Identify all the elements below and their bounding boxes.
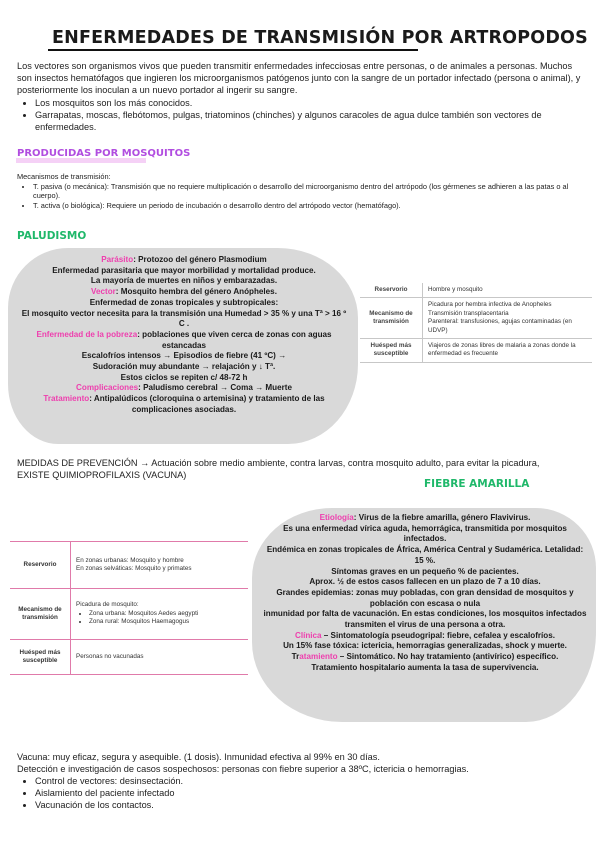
vacuna-line: Vacuna: muy eficaz, segura y asequible. (1 dosis). Inmunidad efectiva al 99% en 30 días. <box>17 752 380 762</box>
table-row <box>360 298 592 339</box>
clinica-text: – Sintomatología pseudogripal: fiebre, cefalea y escalofríos. <box>321 630 555 640</box>
table-line: Transmisión transplacentaria <box>428 309 509 317</box>
list-item: • Vacunación de los contactos. <box>35 799 592 811</box>
table-line: Parenteral: transfusiones, agujas contaminadas (en UDVP) <box>428 318 572 334</box>
etiologia-text: : Virus de la fiebre amarilla, género Flavivirus. <box>353 513 531 522</box>
list-item: • Aislamiento del paciente infectado <box>35 787 592 799</box>
trat-text: – Sintomático. No hay tratamiento (antivírico) específico. <box>337 652 559 662</box>
vacuna-section <box>17 751 592 811</box>
paludismo-line: Enfermedad de zonas tropicales y subtropicales: <box>89 297 279 307</box>
mechanisms-heading: Mecanismos de transmisión: <box>17 172 111 181</box>
fiebre-line: Tratamiento hospitalario aumenta la tasa de supervivencia. <box>311 662 539 672</box>
complicaciones-label: Complicaciones <box>76 383 139 393</box>
paludismo-line: Enfermedad parasitaria que mayor morbilidad y mortalidad produce. <box>52 265 316 275</box>
table-cell <box>423 298 593 339</box>
list-item: • Garrapatas, moscas, flebótomos, pulgas, triatominos (chinches) y algunos caracoles de agua dulce también son vectores de enfermedades. <box>35 109 587 133</box>
table-line: En zonas selváticas: Mosquito y primates <box>76 565 192 572</box>
table-cell: Viajeros de zonas libres de malaria a zonas donde la enfermedad es frecuente <box>423 339 593 363</box>
list-item: • Zona rural: Mosquitos Haemagogus <box>89 618 243 626</box>
vector-text: : Mosquito hembra del género Anópheles. <box>115 287 277 297</box>
title-underline <box>48 49 418 51</box>
prevention-line: EXISTE QUIMIOPROFILAXIS (VACUNA) <box>17 470 187 480</box>
clinica-label: Clínica <box>295 630 322 640</box>
paludismo-line: Estos ciclos se repiten c/ 48-72 h <box>120 372 248 382</box>
trat-prefix: Tr <box>291 652 300 662</box>
fiebre-text <box>262 513 588 674</box>
paludismo-line: Sudoración muy abundante → relajación y ↓ Tª. <box>92 362 276 372</box>
table-cell: Personas no vacunadas <box>71 640 249 675</box>
vector-label: Vector <box>91 287 116 297</box>
list-item: • Zona urbana: Mosquitos Aedes aegypti <box>89 610 243 618</box>
prevention-line: MEDIDAS DE PREVENCIÓN → Actuación sobre medio ambiente, contra larvas, contra mosquito adulto, para evitar la picadura, <box>17 458 540 468</box>
section-heading-mosquitos: PRODUCIDAS POR MOSQUITOS <box>17 148 191 159</box>
fiebre-line: Un 15% fase tóxica: ictericia, hemorragias generalizadas, shock y muerte. <box>283 641 567 651</box>
fiebre-line: Grandes epidemias: zonas muy pobladas, con gran densidad de mosquitos y población con escasa o nula <box>276 587 574 608</box>
etiologia-label: Etiología <box>319 513 354 522</box>
table-line: Picadura de mosquito: <box>76 601 139 609</box>
complicaciones-text: : Paludismo cerebral → Coma → Muerte <box>138 383 292 393</box>
vacuna-bullets <box>17 775 592 811</box>
table-cell-label: Huésped más susceptible <box>360 339 423 363</box>
mechanisms-section <box>17 172 587 210</box>
intro-section <box>17 60 587 133</box>
fiebre-line: Es una enfermedad vírica aguda, hemorrágica, transmitida por mosquitos infectados. <box>283 523 567 544</box>
parasito-text: : Protozoo del género Plasmodium <box>133 255 267 264</box>
intro-bullets <box>17 97 587 134</box>
tratamiento-label: Tratamiento <box>43 394 90 404</box>
table-row <box>360 339 592 363</box>
table-line: En zonas urbanas: Mosquito y hombre <box>76 556 184 564</box>
intro-paragraph: Los vectores son organismos vivos que pueden transmitir enfermedades infecciosas entre personas, o de animales a personas. Muchos son insectos hematófagos que ingieren los microorganismos patógenos junto con la sangre de un portador infectado (persona o animal), y posteriormente los inoculan a un nuevo portador al ingerir su sangre. <box>17 61 581 96</box>
fiebre-table <box>10 541 248 675</box>
fiebre-line: Aprox. ½ de estos casos fallecen en un plazo de 7 a 10 días. <box>309 577 541 587</box>
table-cell-label: Mecanismo de transmisión <box>360 298 423 339</box>
table-row <box>10 589 248 640</box>
paludismo-heading: PALUDISMO <box>17 230 87 242</box>
pobreza-text: : poblaciones que viven cerca de zonas con aguas estancadas <box>137 329 332 350</box>
tratamiento-text: : Antipalúdicos (cloroquina o artemisina) y tratamiento de las complicaciones asociadas. <box>89 394 325 414</box>
paludismo-table <box>360 283 592 363</box>
table-row <box>10 640 248 675</box>
table-cell <box>71 542 249 589</box>
paludismo-line: Escalofríos intensos → Episodios de fiebre (41 ºC) → <box>81 351 287 361</box>
table-row <box>360 283 592 298</box>
table-cell <box>71 589 249 640</box>
table-line: Picadura por hembra infectiva de Anopheles <box>428 301 552 309</box>
table-row <box>10 542 248 589</box>
mecanismo-list <box>76 610 243 627</box>
fiebre-line: Síntomas graves en un pequeño % de pacientes. <box>331 566 519 576</box>
list-item: • Los mosquitos son los más conocidos. <box>35 97 587 109</box>
table-cell-label: Reservorio <box>10 542 71 589</box>
fiebre-heading: FIEBRE AMARILLA <box>424 478 530 490</box>
parasito-label: Parásito <box>101 255 134 264</box>
mechanisms-bullets <box>17 182 587 211</box>
table-cell-label: Reservorio <box>360 283 423 298</box>
pobreza-label: Enfermedad de la pobreza <box>36 329 138 339</box>
paludismo-text <box>18 255 350 416</box>
table-cell-label: Huésped más susceptible <box>10 640 71 675</box>
paludismo-line: La mayoría de muertes en niños y embarazadas. <box>90 276 278 286</box>
list-item: • T. pasiva (o mecánica): Transmisión que no requiere multiplicación o desarrollo del microorganismo dentro del artrópodo (los gérmenes se adhieren a las patas o al cuerpo). <box>33 182 587 201</box>
fiebre-line: Endémica en zonas tropicales de África, América Central y Sudamérica. Letalidad: 15 %. <box>266 545 584 565</box>
list-item: • Control de vectores: desinsectación. <box>35 775 592 787</box>
page-title: ENFERMEDADES DE TRANSMISIÓN POR ARTROPODOS <box>52 28 588 48</box>
trat-label: atamiento <box>299 652 338 662</box>
table-cell-label: Mecanismo de transmisión <box>10 589 71 640</box>
fiebre-line: inmunidad por falta de vacunación. En estas condiciones, los mosquitos infectados transmiten el virus de una persona a otra. <box>263 609 587 630</box>
paludismo-line: El mosquito vector necesita para la transmisión una Humedad > 35 % y una Tª > 16 º C . <box>21 308 347 329</box>
vacuna-line: Detección e investigación de casos sospechosos: personas con fiebre superior a 38ºC, ictericia o hemorragias. <box>17 764 469 774</box>
list-item: • T. activa (o biológica): Requiere un periodo de incubación o desarrollo dentro del artrópodo vector (hematófago). <box>33 201 587 211</box>
table-cell: Hombre y mosquito <box>423 283 593 298</box>
